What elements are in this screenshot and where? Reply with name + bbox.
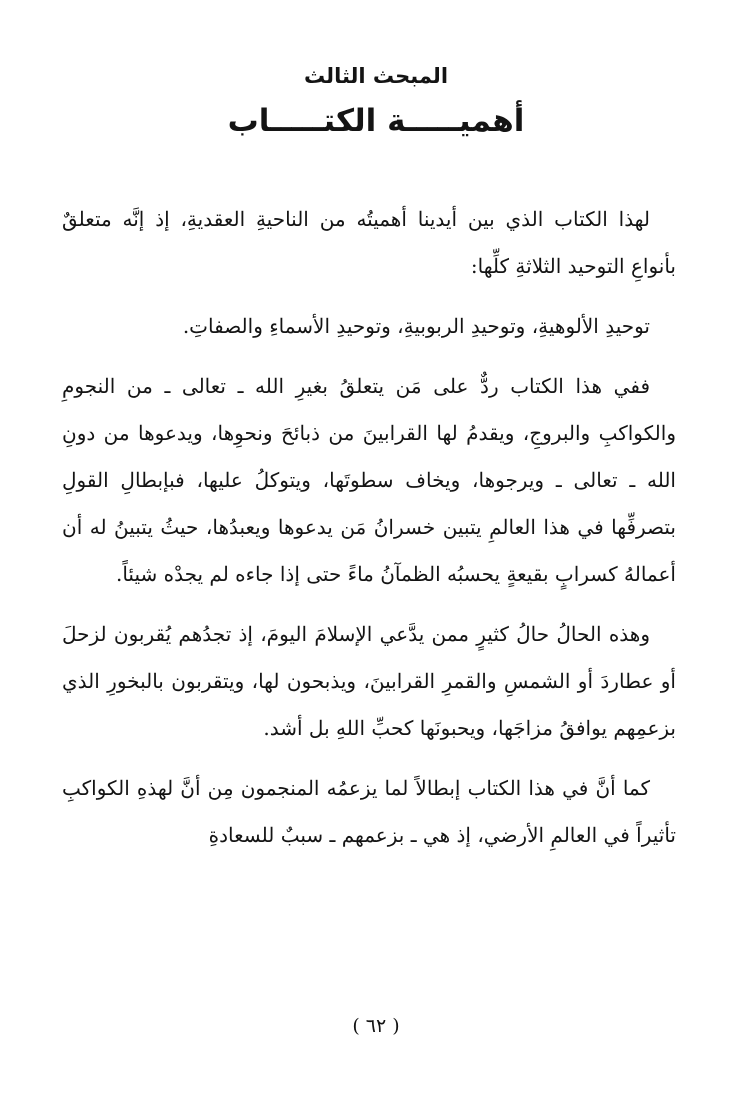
body-text [62,196,676,872]
paragraph-4: وهذه الحالُ حالُ كثيرٍ ممن يدَّعي الإسلامَ اليومَ، إذ تجدُهم يُقربون لزحلَ أو عطاردَ أو الشمسِ والقمرِ القرابينَ، ويذبحون لها، ويتقربون بالبخورِ الذي بزعمِهم يوافقُ مزاجَها، ويحبونَها كحبِّ اللهِ بل أشد. [62,622,676,740]
paragraph-1: لهذا الكتاب الذي بين أيدينا أهميتُه من الناحيةِ العقديةِ، إذ إنَّه متعلقٌ بأنواعِ التوحيد الثلاثةِ كلِّها: [62,207,676,278]
section-label: المبحث الثالث [303,64,449,88]
page-number: ( ٦٢ ) [352,1015,400,1037]
paragraph-2: توحيدِ الألوهيةِ، وتوحيدِ الربوبيةِ، وتوحيدِ الأسماءِ والصفاتِ. [182,314,650,338]
chapter-title: أهميـــــة الكتـــــاب [227,103,525,139]
page-header [0,58,752,144]
paragraph-3: ففي هذا الكتاب ردٌّ على مَن يتعلقُ بغيرِ الله ـ تعالى ـ من النجومِ والكواكبِ والبروجِ، ويقدمُ لها القرابينَ من ذبائحَ ونحوِها، ويدعوها من دونِ الله ـ تعالى ـ ويرجوها، ويخاف سطوتَها، ويتوكلُ عليها، فبإبطالِ القولِ بتصرفِّها في هذا العالمِ يتبين خسرانُ مَن يدعوها ويعبدُها، حيثُ يتبينُ له أن أعمالهُ كسرابٍ بقيعةٍ يحسبُه الظمآنُ ماءً حتى إذا جاءه لم يجدْه شيئاً. [62,374,676,586]
paragraph-5: كما أنَّ في هذا الكتاب إبطالاً لما يزعمُه المنجمون مِن أنَّ لهذهِ الكواكبِ تأثيراً في العالمِ الأرضي، إذ هي ـ بزعمهم ـ سببٌ للسعادةِ [62,776,676,847]
